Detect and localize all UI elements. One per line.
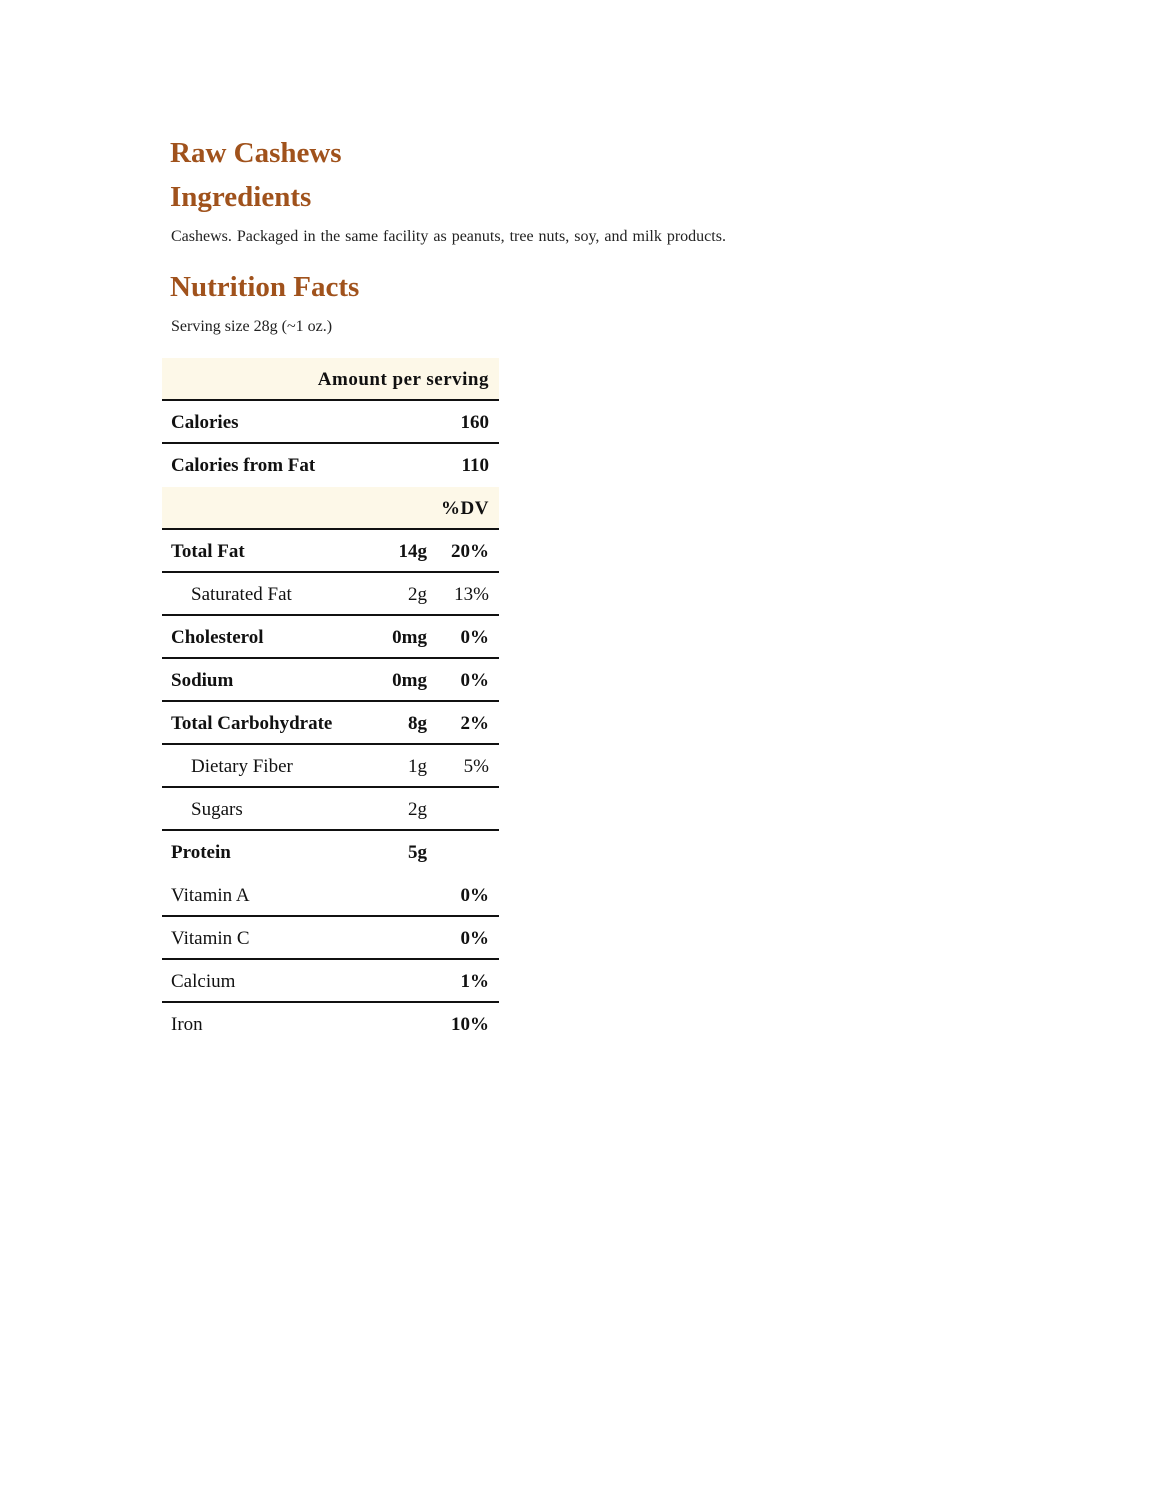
vitamin-label: Vitamin C bbox=[171, 928, 250, 949]
vitamin-label: Vitamin A bbox=[171, 885, 250, 906]
nutrient-row-dietary-fiber bbox=[162, 745, 499, 788]
calories-from-fat-row bbox=[162, 444, 499, 487]
amount-per-serving-header bbox=[162, 358, 499, 401]
nutrient-dv: 0% bbox=[460, 670, 489, 691]
nutrient-row-protein bbox=[162, 831, 499, 874]
serving-size: Serving size 28g (~1 oz.) bbox=[171, 318, 333, 335]
nutrition-facts-heading: Nutrition Facts bbox=[170, 271, 360, 303]
calories-label: Calories bbox=[171, 412, 239, 433]
vitamin-dv: 10% bbox=[451, 1014, 489, 1035]
nutrient-dv: 2% bbox=[460, 713, 489, 734]
ingredients-text: Cashews. Packaged in the same facility as peanuts, tree nuts, soy, and milk products. bbox=[171, 228, 726, 245]
vitamin-row-vitamin-a bbox=[162, 874, 499, 917]
ingredients-heading: Ingredients bbox=[170, 181, 312, 213]
nutrient-label: Sodium bbox=[171, 670, 234, 691]
nutrient-label: Protein bbox=[171, 842, 231, 863]
nutrient-label: Total Carbohydrate bbox=[171, 713, 333, 734]
nutrient-label: Cholesterol bbox=[171, 627, 264, 648]
nutrient-dv: 20% bbox=[451, 541, 489, 562]
nutrient-row-cholesterol bbox=[162, 616, 499, 659]
vitamin-dv: 1% bbox=[460, 971, 489, 992]
nutrient-amount: 8g bbox=[408, 713, 427, 734]
vitamin-label: Calcium bbox=[171, 971, 236, 992]
dv-header-label: %DV bbox=[441, 498, 489, 519]
vitamin-label: Iron bbox=[171, 1014, 203, 1035]
amount-per-serving-label: Amount per serving bbox=[317, 369, 489, 390]
calories-value: 160 bbox=[460, 412, 489, 433]
nutrient-amount: 2g bbox=[408, 584, 427, 605]
nutrient-label: Dietary Fiber bbox=[191, 756, 293, 777]
nutrient-label: Sugars bbox=[191, 799, 243, 820]
nutrient-label: Total Fat bbox=[171, 541, 245, 562]
nutrient-row-total-carbohydrate bbox=[162, 702, 499, 745]
calories-row bbox=[162, 401, 499, 444]
product-title: Raw Cashews bbox=[170, 137, 342, 169]
nutrient-row-sodium bbox=[162, 659, 499, 702]
vitamin-row-iron bbox=[162, 1003, 499, 1046]
vitamin-row-calcium bbox=[162, 960, 499, 1003]
vitamin-dv: 0% bbox=[460, 928, 489, 949]
nutrient-dv: 5% bbox=[463, 756, 489, 777]
vitamin-dv: 0% bbox=[460, 885, 489, 906]
dv-header bbox=[162, 487, 499, 530]
nutrient-label: Saturated Fat bbox=[191, 584, 292, 605]
nutrient-amount: 14g bbox=[398, 541, 427, 562]
nutrient-dv: 0% bbox=[460, 627, 489, 648]
nutrient-amount: 1g bbox=[408, 756, 427, 777]
vitamin-row-vitamin-c bbox=[162, 917, 499, 960]
nutrient-amount: 0mg bbox=[392, 627, 427, 648]
nutrient-dv: 13% bbox=[454, 584, 489, 605]
nutrient-amount: 2g bbox=[408, 799, 427, 820]
calories-from-fat-value: 110 bbox=[461, 455, 489, 476]
nutrient-row-sugars bbox=[162, 788, 499, 831]
nutrient-row-saturated-fat bbox=[162, 573, 499, 616]
nutrition-facts-table bbox=[162, 358, 499, 1046]
nutrient-amount: 5g bbox=[408, 842, 427, 863]
nutrient-row-total-fat bbox=[162, 530, 499, 573]
nutrient-amount: 0mg bbox=[392, 670, 427, 691]
calories-from-fat-label: Calories from Fat bbox=[171, 455, 316, 476]
